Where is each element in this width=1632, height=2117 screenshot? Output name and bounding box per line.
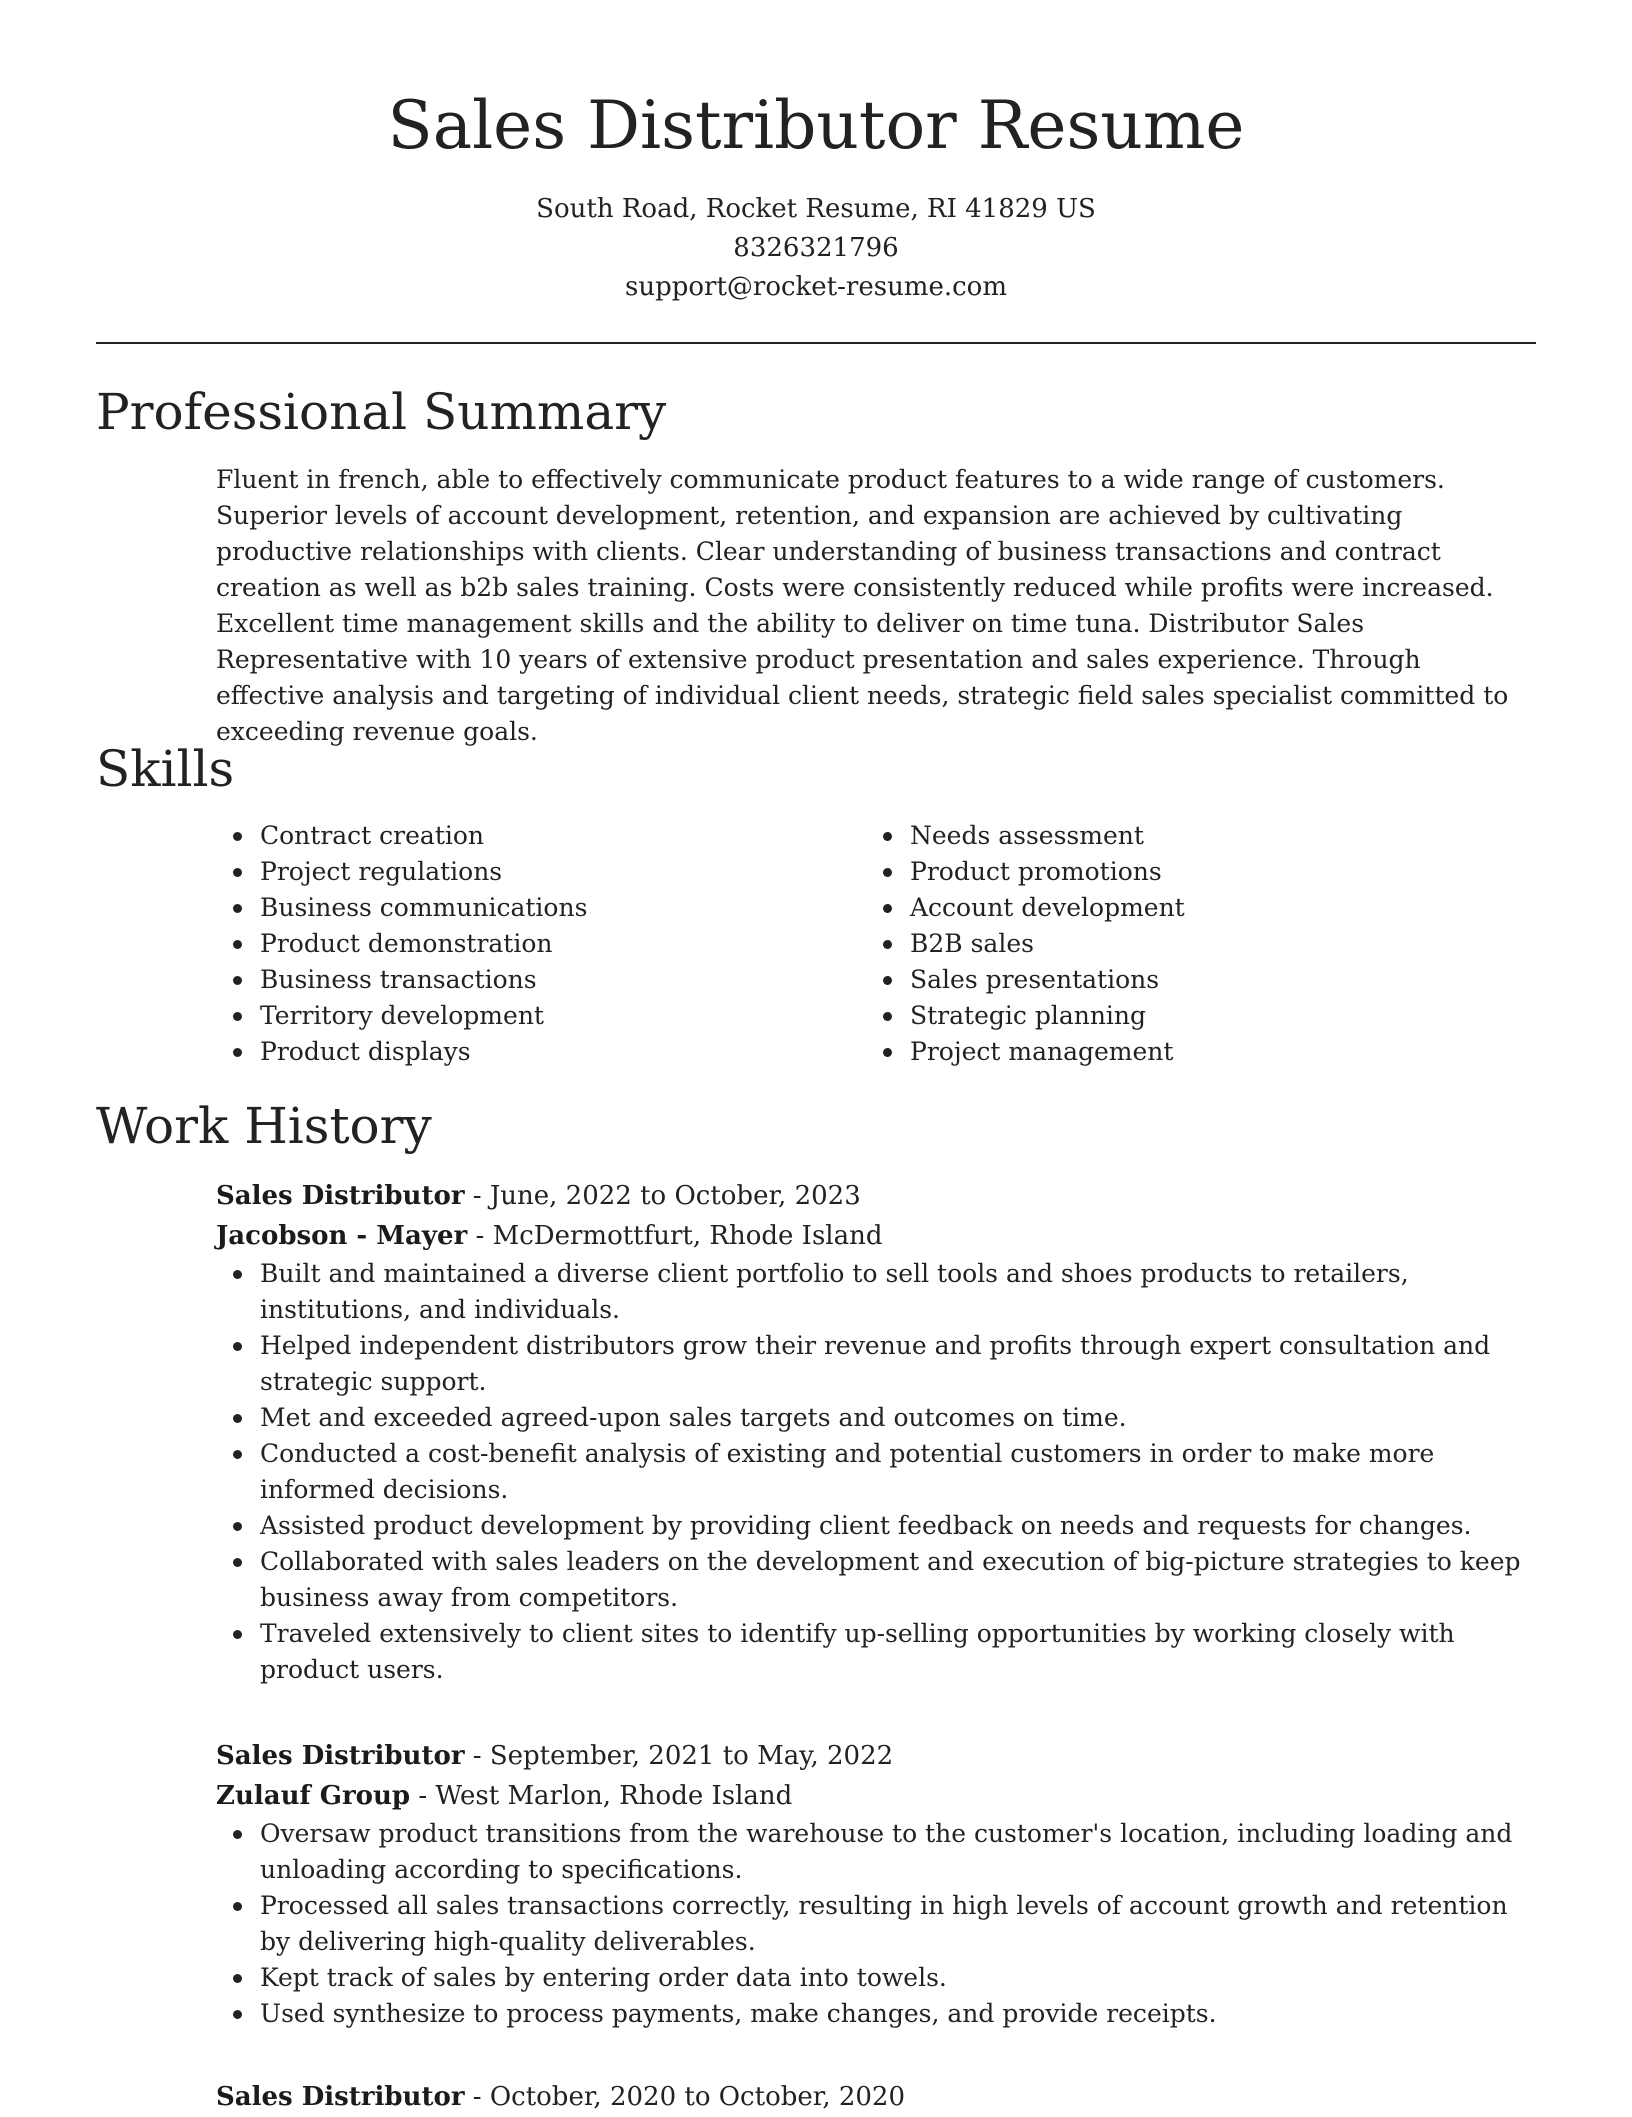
header-divider	[96, 342, 1536, 344]
job-role: Sales Distributor	[216, 1181, 465, 1211]
skill-item: Account development	[866, 890, 1506, 926]
job-location: - McDermottfurt, Rhode Island	[467, 1221, 883, 1251]
skills-list-left	[216, 818, 856, 1070]
skill-item: Product displays	[216, 1034, 856, 1070]
job-bullet: Built and maintained a diverse client portfolio to sell tools and shoes products to retailers, institutions, and individuals.	[216, 1256, 1536, 1328]
contact-address: South Road, Rocket Resume, RI 41829 US	[536, 194, 1096, 224]
skills-list-right	[866, 818, 1506, 1070]
skill-item: Business communications	[216, 890, 856, 926]
job-bullet: Processed all sales transactions correctly, resulting in high levels of account growth and retention by delivering high-quality deliverables.	[216, 1888, 1536, 1960]
skill-item: Territory development	[216, 998, 856, 1034]
job-bullet: Oversaw product transitions from the warehouse to the customer's location, including loading and unloading according to specifications.	[216, 1816, 1536, 1888]
summary-text: Fluent in french, able to effectively communicate product features to a wide range of customers. Superior levels of account development, retention, and expansion are achieved by cultivating productive relationships with clients. Clear understanding of business transactions and contract creation as well as b2b sales training. Costs were consistently reduced while profits were increased. Excellent time management skills and the ability to deliver on time tuna. Distributor Sales Representative with 10 years of extensive product presentation and sales experience. Through effective analysis and targeting of individual client needs, strategic field sales specialist committed to exceeding revenue goals.	[216, 465, 1509, 746]
section-title-summary: Professional Summary	[96, 383, 667, 441]
job-bullet: Helped independent distributors grow their revenue and profits through expert consultation and strategic support.	[216, 1328, 1536, 1400]
section-title-work-history: Work History	[96, 1097, 432, 1155]
job-dates: - October, 2020 to October, 2020	[464, 2082, 906, 2112]
job-role: Sales Distributor	[216, 1741, 465, 1771]
job-bullet: Assisted product development by providing client feedback on needs and requests for changes.	[216, 1508, 1536, 1544]
job-entry	[216, 1736, 1536, 2032]
job-bullet: Collaborated with sales leaders on the development and execution of big-picture strategies to keep business away from competitors.	[216, 1544, 1536, 1616]
job-dates: - September, 2021 to May, 2022	[464, 1741, 894, 1771]
skill-item: Project regulations	[216, 854, 856, 890]
job-company-line	[216, 1776, 1536, 1816]
job-bullet: Met and exceeded agreed-upon sales targets and outcomes on time.	[216, 1400, 1536, 1436]
resume-title: Sales Distributor Resume	[387, 87, 1245, 164]
job-bullet-list	[216, 1816, 1536, 2032]
job-role-line	[216, 2077, 1536, 2117]
skill-item: Contract creation	[216, 818, 856, 854]
job-role: Sales Distributor	[216, 2082, 465, 2112]
job-location: - West Marlon, Rhode Island	[410, 1781, 793, 1811]
skill-item: Business transactions	[216, 962, 856, 998]
job-company: Zulauf Group	[216, 1781, 411, 1811]
job-entry	[216, 1176, 1536, 1688]
skill-item: Strategic planning	[866, 998, 1506, 1034]
job-bullet: Used synthesize to process payments, make changes, and provide receipts.	[216, 1996, 1536, 2032]
contact-email: support@rocket-resume.com	[624, 272, 1007, 302]
job-role-line	[216, 1736, 1536, 1776]
skill-item: Product demonstration	[216, 926, 856, 962]
job-bullet: Kept track of sales by entering order data into towels.	[216, 1960, 1536, 1996]
job-company: Jacobson - Mayer	[216, 1221, 468, 1251]
job-dates: - June, 2022 to October, 2023	[464, 1181, 861, 1211]
skill-item: Product promotions	[866, 854, 1506, 890]
job-bullet: Traveled extensively to client sites to identify up-selling opportunities by working closely with product users.	[216, 1616, 1536, 1688]
skill-item: Needs assessment	[866, 818, 1506, 854]
skill-item: Project management	[866, 1034, 1506, 1070]
contact-phone: 8326321796	[733, 233, 899, 263]
job-bullet: Conducted a cost-benefit analysis of existing and potential customers in order to make more informed decisions.	[216, 1436, 1536, 1508]
contact-block	[0, 190, 1632, 307]
skill-item: Sales presentations	[866, 962, 1506, 998]
job-role-line	[216, 1176, 1536, 1216]
skill-item: B2B sales	[866, 926, 1506, 962]
job-entry	[216, 2077, 1536, 2117]
section-title-skills: Skills	[96, 740, 235, 798]
job-bullet-list	[216, 1256, 1536, 1688]
job-company-line	[216, 1216, 1536, 1256]
